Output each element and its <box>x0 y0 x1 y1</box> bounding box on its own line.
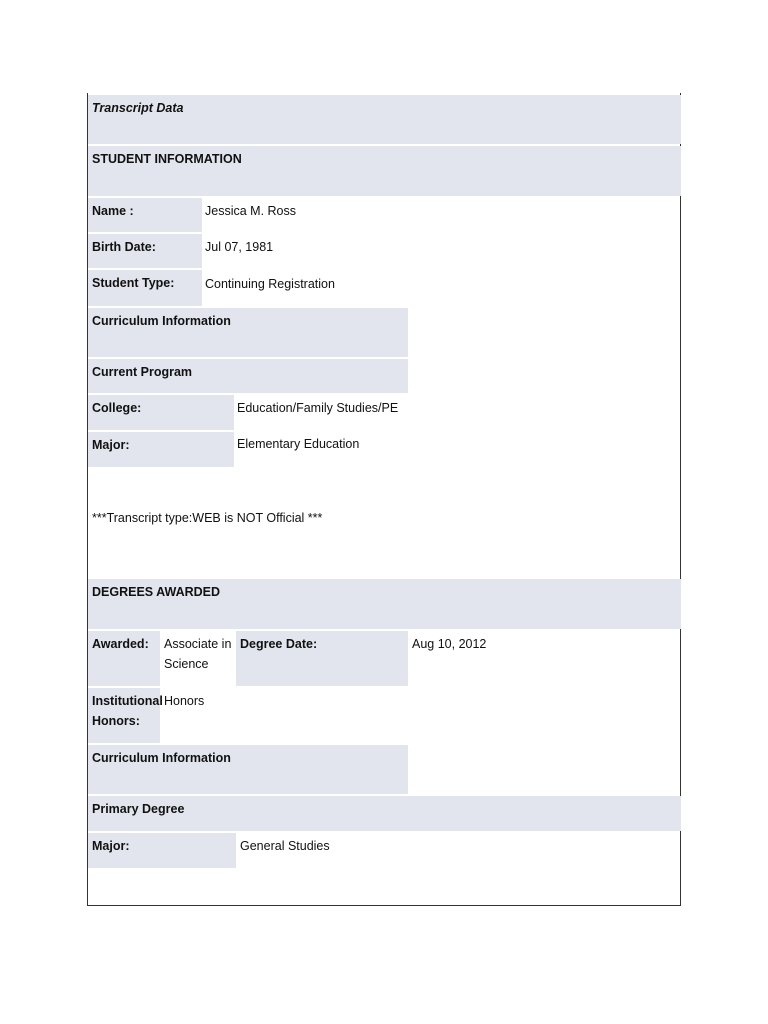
degrees-awarded-heading: DEGREES AWARDED <box>88 579 681 629</box>
birth-date-label: Birth Date: <box>88 234 202 268</box>
degree-major-value: General Studies <box>240 839 330 853</box>
awarded-value: Associate in Science <box>164 637 232 671</box>
degree-curriculum-information-heading: Curriculum Information <box>88 745 408 794</box>
degree-date-value: Aug 10, 2012 <box>412 637 487 651</box>
awarded-label: Awarded: <box>88 631 160 686</box>
student-type-label: Student Type: <box>88 270 202 306</box>
major-value: Elementary Education <box>237 437 360 451</box>
institutional-honors-label: Institutional Honors: <box>88 688 160 743</box>
name-value: Jessica M. Ross <box>205 204 296 218</box>
curriculum-information-heading: Curriculum Information <box>88 308 408 357</box>
student-type-value: Continuing Registration <box>205 277 335 291</box>
primary-degree-heading: Primary Degree <box>88 796 681 831</box>
current-program-heading: Current Program <box>88 359 408 393</box>
transcript-document <box>87 93 681 906</box>
major-label: Major: <box>88 432 234 467</box>
degree-major-label: Major: <box>88 833 236 868</box>
student-information-heading: STUDENT INFORMATION <box>88 146 681 196</box>
degree-date-label: Degree Date: <box>236 631 408 686</box>
college-label: College: <box>88 395 234 430</box>
birth-date-value: Jul 07, 1981 <box>205 240 274 254</box>
name-label: Name : <box>88 198 202 232</box>
institutional-honors-value: Honors <box>164 694 205 708</box>
transcript-data-heading: Transcript Data <box>88 95 681 144</box>
college-value: Education/Family Studies/PE <box>237 401 399 415</box>
unofficial-transcript-notice: ***Transcript type:WEB is NOT Official *** <box>92 511 323 525</box>
